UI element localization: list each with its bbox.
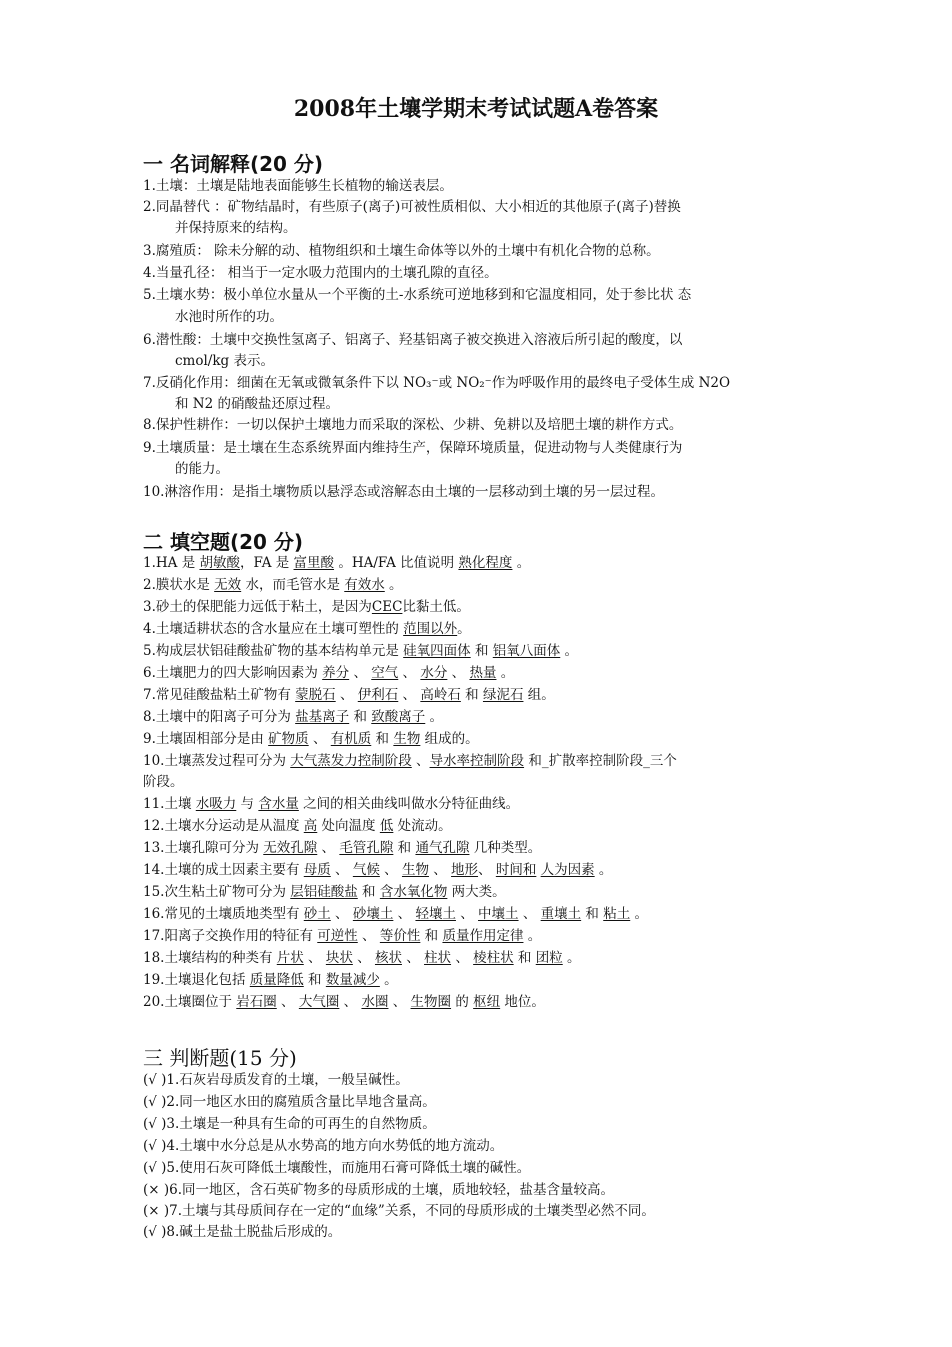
fill-blank-item: 20.土壤圈位于 岩石圈 、 大气圈 、 水圈 、 生物圈 的 枢纽 地位。	[143, 994, 545, 1010]
true-false-item: (× )7.土壤与其母质间存在一定的“血缘”关系，不同的母质形成的土壤类型必然不同。	[143, 1203, 655, 1219]
answer-blank: 块状	[325, 950, 353, 966]
answer-blank: 富里酸	[293, 555, 335, 571]
answer-blank: 有机质	[330, 731, 372, 747]
answer-blank: 含水氧化物	[379, 884, 448, 900]
fill-blank-item: 4.土壤适耕状态的含水量应在土壤可塑性的 范围以外。	[143, 621, 471, 637]
answer-blank: 母质	[303, 862, 331, 878]
definition-item: 9.土壤质量：是土壤在生态系统界面内维持生产，保障环境质量，促进动物与人类健康行为	[143, 440, 683, 456]
answer-blank: 核状	[374, 950, 402, 966]
answer-blank: 水分	[420, 665, 448, 681]
answer-blank: 数量减少	[325, 972, 380, 988]
section-heading-definitions: 一 名词解释(20 分)	[143, 152, 324, 176]
fill-blank-item: 6.土壤肥力的四大影响因素为 养分 、 空气 、 水分 、 热量 。	[143, 665, 515, 681]
answer-blank: 水吸力	[195, 796, 237, 812]
answer-blank: 高	[303, 818, 318, 834]
answer-blank: 高岭石	[420, 687, 461, 703]
true-false-item: (√ )3.土壤是一种具有生命的可再生的自然物质。	[143, 1116, 436, 1132]
definition-item-cont: 和 N2 的硝酸盐还原过程。	[175, 396, 339, 412]
answer-blank: 气候	[352, 862, 380, 878]
definition-item: 2.同晶替代 ：矿物结晶时，有些原子(离子)可被性质相似、大小相近的其他原子(离子)替换	[143, 199, 681, 215]
true-false-item: (√ )1.石灰岩母质发育的土壤，一般呈碱性。	[143, 1072, 409, 1088]
definition-item-cont: 水池时所作的功。	[175, 309, 283, 325]
definition-item: 1.土壤：土壤是陆地表面能够生长植物的输送表层。	[143, 178, 453, 194]
answer-blank: 绿泥石	[482, 687, 524, 703]
answer-blank: 轻壤土	[415, 906, 456, 922]
definition-item: 4.当量孔径： 相当于一定水吸力范围内的土壤孔隙的直径。	[143, 265, 498, 281]
fill-blank-item: 17.阳离子交换作用的特征有 可逆性 、 等价性 和 质量作用定律 。	[143, 928, 542, 944]
definition-item-cont: 并保持原来的结构。	[175, 220, 297, 236]
fill-blank-item: 12.土壤水分运动是从温度 高 处向温度 低 处流动。	[143, 818, 452, 834]
answer-blank: 矿物质	[268, 731, 309, 747]
answer-blank: 热量	[469, 665, 497, 681]
answer-blank: 可逆性	[317, 928, 358, 944]
fill-blank-item: 18.土壤结构的种类有 片状 、 块状 、 核状 、 柱状 、 棱柱状 和 团粒 。	[143, 950, 581, 966]
definition-item: 6.潜性酸：土壤中交换性氢离子、铝离子、羟基铝离子被交换进入溶液后所引起的酸度，以	[143, 332, 683, 348]
definition-item-cont: 的能力。	[175, 461, 229, 477]
fill-blank-item: 14.土壤的成土因素主要有 母质 、 气候 、 生物 、 地形、 时间和 人为因素 。	[143, 862, 613, 878]
answer-blank: 范围以外	[403, 621, 458, 637]
definition-item-cont: cmol/kg 表示。	[175, 353, 274, 369]
true-false-item: (× )6.同一地区，含石英矿物多的母质形成的土壤，质地较轻，盐基含量较高。	[143, 1182, 615, 1198]
answer-blank: 粘土	[603, 906, 631, 922]
fill-blank-item: 2.膜状水是 无效 水，而毛管水是 有效水 。	[143, 577, 403, 593]
answer-blank: 盐基离子	[295, 709, 350, 725]
fill-blank-item: 16.常见的土壤质地类型有 砂土 、 砂壤土 、 轻壤土 、 中壤土 、 重壤土 和 粘土 。	[143, 906, 649, 922]
answer-blank: 砂土	[303, 906, 331, 922]
answer-blank: 时间和	[495, 862, 537, 878]
answer-blank: 毛管孔隙	[339, 840, 394, 856]
fill-blank-item: 5.构成层状铝硅酸盐矿物的基本结构单元是 硅氧四面体 和 铝氧八面体 。	[143, 643, 579, 659]
answer-blank: CEC	[371, 599, 403, 615]
fill-blank-item: 13.土壤孔隙可分为 无效孔隙 、 毛管孔隙 和 通气孔隙 几种类型。	[143, 840, 542, 856]
answer-blank: 胡敏酸	[199, 555, 240, 571]
answer-blank: 生物	[401, 862, 429, 878]
fill-blank-item: 19.土壤退化包括 质量降低 和 数量减少 。	[143, 972, 398, 988]
true-false-item: (√ )5.使用石灰可降低土壤酸性，而施用石膏可降低土壤的碱性。	[143, 1160, 531, 1176]
answer-blank: 生物	[393, 731, 421, 747]
answer-blank: 重壤土	[540, 906, 582, 922]
true-false-item: (√ )2.同一地区水田的腐殖质含量比旱地含量高。	[143, 1094, 436, 1110]
answer-blank: 无效	[214, 577, 242, 593]
fill-blank-item: 10.土壤蒸发过程可分为 大气蒸发力控制阶段 、导水率控制阶段 和_扩散率控制阶段_三个	[143, 753, 677, 769]
answer-blank: 层铝硅酸盐	[290, 884, 358, 900]
answer-blank: 团粒	[535, 950, 563, 966]
fill-blank-item: 15.次生粘土矿物可分为 层铝硅酸盐 和 含水氧化物 两大类。	[143, 884, 506, 900]
answer-blank: 等价性	[379, 928, 421, 944]
answer-blank: 伊利石	[357, 687, 399, 703]
fill-blank-item: 1.HA 是 胡敏酸，FA 是 富里酸 。HA/FA 比值说明 熟化程度 。	[143, 555, 531, 571]
answer-blank: 无效孔隙	[263, 840, 318, 856]
section-heading-fill-blank: 二 填空题(20 分)	[143, 530, 304, 554]
true-false-item: (√ )8.碱土是盐土脱盐后形成的。	[143, 1224, 342, 1240]
definition-item: 8.保护性耕作：一切以保护土壤地力而采取的深松、少耕、免耕以及培肥土壤的耕作方式。	[143, 417, 683, 433]
answer-blank: 岩石圈	[236, 994, 277, 1010]
answer-blank: 人为因素	[540, 862, 595, 878]
answer-blank: 中壤土	[478, 906, 519, 922]
fill-blank-item: 3.砂土的保肥能力远低于粘土，是因为CEC比黏土低。	[143, 599, 470, 615]
fill-blank-item: 11.土壤 水吸力 与 含水量 之间的相关曲线叫做水分特征曲线。	[143, 796, 520, 812]
true-false-item: (√ )4.土壤中水分总是从水势高的地方向水势低的地方流动。	[143, 1138, 504, 1154]
answer-blank: 含水量	[258, 796, 299, 812]
answer-blank: 棱柱状	[473, 950, 514, 966]
answer-blank: 枢纽	[473, 994, 501, 1010]
answer-blank: 有效水	[344, 577, 385, 593]
answer-blank: 砂壤土	[352, 906, 394, 922]
definition-item: 10.淋溶作用：是指土壤物质以悬浮态或溶解态由土壤的一层移动到土壤的另一层过程。	[143, 484, 664, 500]
answer-blank: 养分	[322, 665, 350, 681]
page-title: 2008年土壤学期末考试试题A卷答案	[293, 96, 659, 122]
answer-blank: 质量降低	[249, 972, 304, 988]
definition-item: 7.反硝化作用：细菌在无氧或微氧条件下以 NO₃⁻或 NO₂⁻作为呼吸作用的最终电子受体生成 N2O	[143, 375, 731, 391]
answer-blank: 柱状	[424, 950, 452, 966]
answer-blank: 硅氧四面体	[403, 643, 471, 659]
answer-blank: 蒙脱石	[295, 687, 336, 703]
answer-blank: 铝氧八面体	[492, 643, 561, 659]
answer-blank: 空气	[371, 665, 399, 681]
answer-blank: 大气蒸发力控制阶段	[290, 753, 412, 769]
answer-blank: 导水率控制阶段	[429, 753, 525, 769]
fill-blank-item: 7.常见硅酸盐粘土矿物有 蒙脱石 、 伊利石 、 高岭石 和 绿泥石 组。	[143, 687, 555, 703]
fill-blank-item: 9.土壤固相部分是由 矿物质 、 有机质 和 生物 组成的。	[143, 731, 479, 747]
answer-blank: 大气圈	[298, 994, 340, 1010]
fill-blank-item-cont: 阶段。	[143, 774, 184, 790]
answer-blank: 水圈	[361, 994, 389, 1010]
answer-blank: 熟化程度	[458, 555, 513, 571]
answer-blank: 片状	[276, 950, 304, 966]
section-heading-true-false: 三 判断题(15 分)	[143, 1046, 297, 1070]
definition-item: 3.腐殖质： 除未分解的动、植物组织和土壤生命体等以外的土壤中有机化合物的总称。	[143, 243, 660, 259]
answer-blank: 低	[379, 818, 394, 834]
answer-blank: 通气孔隙	[415, 840, 470, 856]
answer-blank: 致酸离子	[371, 709, 426, 725]
definition-item: 5.土壤水势：极小单位水量从一个平衡的土-水系统可逆地移到和它温度相同，处于参比状 态	[143, 287, 692, 303]
answer-blank: 质量作用定律	[442, 928, 524, 944]
answer-blank: 地形	[451, 862, 479, 878]
fill-blank-item: 8.土壤中的阳离子可分为 盐基离子 和 致酸离子 。	[143, 709, 444, 725]
answer-blank: 生物圈	[410, 994, 452, 1010]
